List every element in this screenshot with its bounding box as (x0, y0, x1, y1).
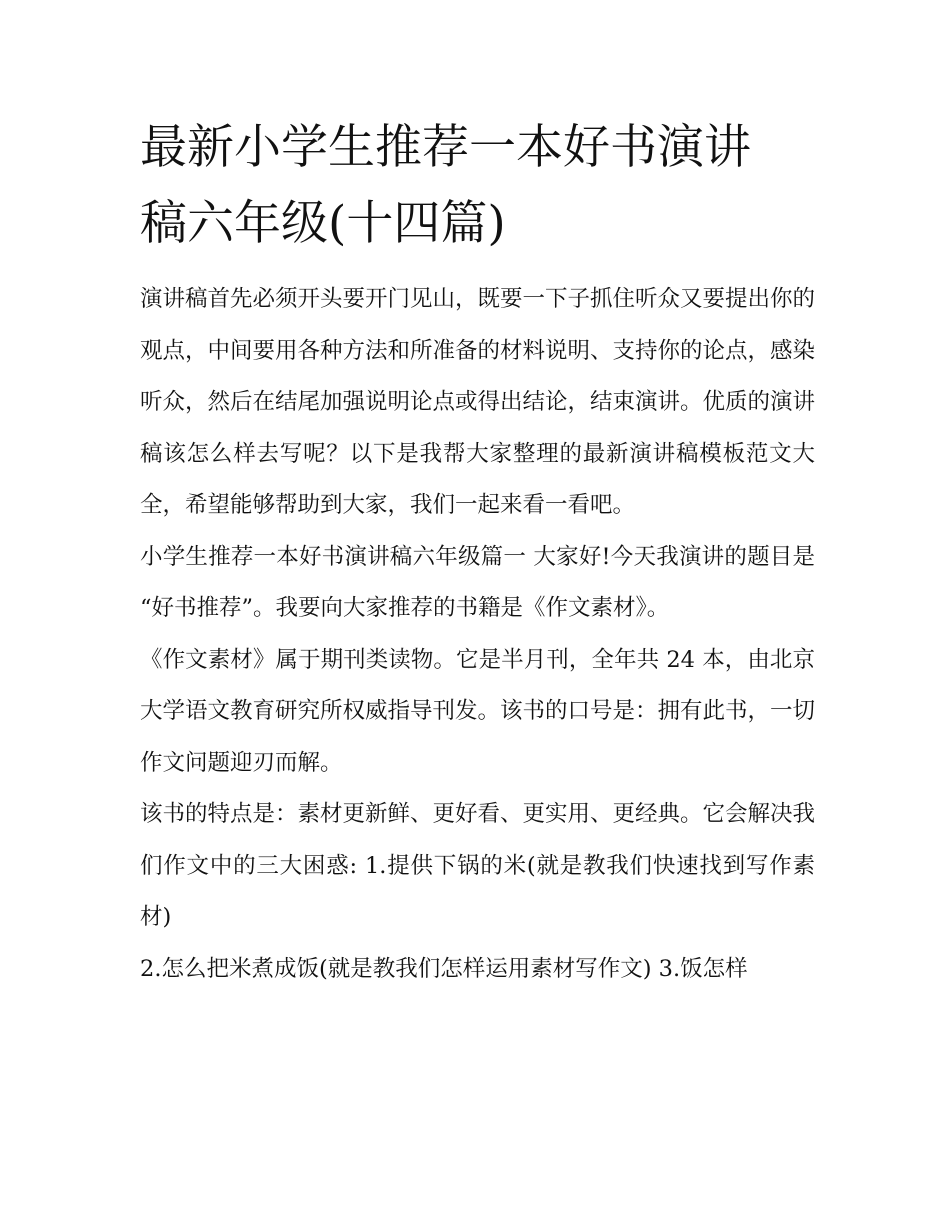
title-line-2: 稿六年级(十四篇) (140, 196, 506, 251)
book-info-paragraph: 《作文素材》属于期刊类读物。它是半月刊，全年共 24 本，由北京大学语文教育研究所权威指导刊发。该书的口号是：拥有此书，一切作文问题迎刃而解。 (140, 646, 816, 776)
document-body (140, 274, 815, 995)
section-one-paragraph: 小学生推荐一本好书演讲稿六年级篇一 大家好!今天我演讲的题目是 “好书推荐”。我要向大家推荐的书籍是《作文素材》。 (140, 543, 815, 621)
document-page (140, 110, 815, 995)
document-title (140, 110, 815, 262)
intro-paragraph: 演讲稿首先必须开头要开门见山，既要一下子抓住听众又要提出你的观点，中间要用各种方法和所准备的材料说明、支持你的论点，感染听众，然后在结尾加强说明论点或得出结论，结束演讲。优质的演讲稿该怎么样去写呢？以下是我帮大家整理的最新演讲稿模板范文大全，希望能够帮助到大家，我们一起来看一看吧。 (140, 286, 816, 518)
book-features-continued-paragraph: 2.怎么把米煮成饭(就是教我们怎样运用素材写作文) 3.饭怎样 (140, 955, 748, 982)
title-line-1: 最新小学生推荐一本好书演讲 (140, 120, 751, 175)
book-features-paragraph: 该书的特点是：素材更新鲜、更好看、更实用、更经典。它会解决我们作文中的三大困惑: 1.提供下锅的米(就是教我们快速找到写作素材) (140, 801, 816, 930)
